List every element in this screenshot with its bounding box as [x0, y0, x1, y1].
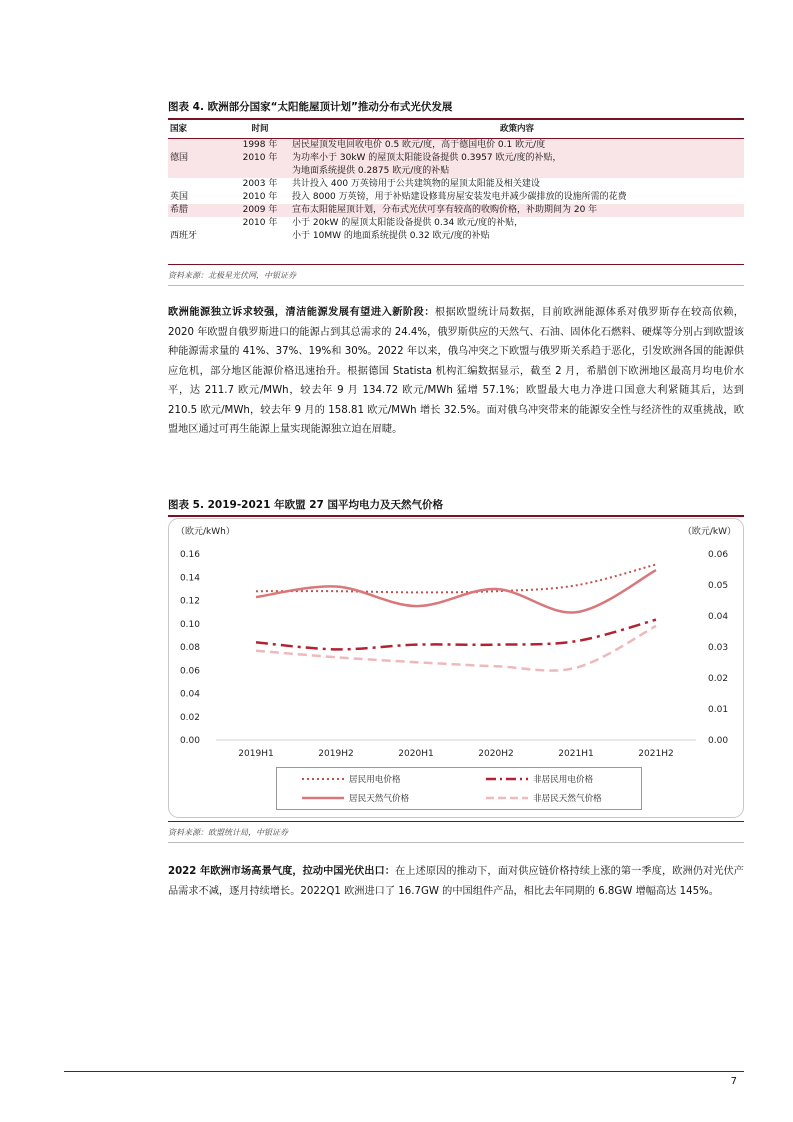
legend-swatch-dashed	[485, 795, 529, 801]
legend-swatch-dotted	[301, 776, 345, 782]
paragraph2-lead: 2022 年欧洲市场高景气度，拉动中国光伏出口：	[168, 866, 396, 877]
cell-year: 1998 年	[230, 139, 290, 153]
right-tick-label: 0.04	[708, 612, 729, 622]
cell-year: 2010 年	[242, 192, 278, 202]
cell-country	[168, 165, 230, 178]
col-header-country: 国家	[170, 124, 188, 134]
right-tick-label: 0.02	[708, 674, 729, 684]
cell-policy: 宣布太阳能屋顶计划，分布式光伏可享有较高的收购价格，补助期间为 20 年	[290, 204, 744, 217]
table-figure-title: 图表 4. 欧洲部分国家“太阳能屋顶计划”推动分布式光伏发展	[168, 101, 453, 113]
left-tick-label: 0.06	[179, 666, 200, 677]
cell-year: 2009 年	[230, 204, 290, 217]
cell-country	[168, 217, 230, 230]
legend-swatch-solid	[301, 795, 345, 801]
left-tick-label: 0.10	[179, 619, 200, 630]
right-tick-label: 0.05	[708, 581, 729, 591]
left-tick-label: 0.08	[179, 643, 200, 653]
left-tick-label: 0.14	[179, 573, 200, 584]
cell-country	[168, 139, 230, 153]
cell-policy: 小于 20kW 的屋顶太阳能设备提供 0.34 欧元/度的补贴，	[292, 218, 524, 228]
table-source: 资料来源：北极星光伏网，中银证券	[168, 271, 296, 280]
legend-label: 非居民用电价格	[533, 775, 594, 785]
legend-label: 非居民天然气价格	[533, 794, 602, 804]
left-tick-label: 0.02	[179, 712, 200, 723]
cell-year: 2010 年	[242, 218, 278, 228]
cell-policy: 为功率小于 30kW 的屋顶太阳能设备提供 0.3957 欧元/度的补贴，	[290, 152, 744, 165]
footer-rule	[64, 1071, 744, 1072]
left-tick-label: 0.12	[179, 596, 200, 607]
left-tick-label: 0.04	[179, 689, 200, 700]
cell-country	[168, 178, 230, 191]
col-header-policy: 政策内容	[499, 124, 534, 134]
cell-year	[230, 165, 290, 178]
series-nonresidential-electricity-line	[256, 620, 656, 650]
table-row	[168, 191, 744, 204]
cell-policy: 为地面系统提供 0.2875 欧元/度的补贴	[290, 165, 744, 178]
table-row	[168, 165, 744, 178]
paragraph2-body: 在上述原因的推动下，面对供应链价格持续上涨的第一季度，欧洲仍对光伏产品需求不减，逐月持续增长。2022Q1 欧洲进口了 16.7GW 的中国组件产品，相比去年同期的 6.8GW 增幅高达 145%。	[168, 866, 744, 897]
legend-label: 居民天然气价格	[349, 794, 410, 804]
cell-policy: 居民屋顶发电回收电价 0.5 欧元/度，高于德国电价 0.1 欧元/度	[290, 139, 744, 153]
chart-bottom-rule	[168, 821, 744, 822]
table-bottom-rule	[168, 264, 744, 265]
paragraph1-body: 根据欧盟统计局数据，目前欧洲能源体系对俄罗斯存在较高依赖，2020 年欧盟自俄罗斯进口的能源占到其总需求的 24.4%，俄罗斯供应的天然气、石油、固体化石燃料、硬煤等分别占到欧盟该种能源需求量的 41%、37%、19%和 30%。2022 年以来，俄乌冲突之下欧盟与俄罗斯关系趋于恶化，引发欧洲各国的能源供应危机，部分地区能源价格迅速抬升。根据德国 Statista 机构汇编数据显示，截至 2 月，希腊创下欧洲地区最高月均电价水平，达 211.7 欧元/MWh，较去年 9 月 134.72 欧元/MWh 猛增 57.1%；欧盟最大电力净进口国意大利紧随其后，达到 210.5 欧元/MWh，较去年 9 月的 158.81 欧元/MWh 增长 32.5%。面对俄乌冲突带来的能源安全性与经济性的双重挑战，欧盟地区通过可再生能源上量实现能源独立迫在眉睫。	[168, 307, 744, 435]
table-top-rule	[168, 118, 744, 120]
x-tick-label: 2021H1	[558, 749, 594, 759]
cell-country: 英国	[170, 192, 189, 202]
col-header-year: 时间	[251, 124, 269, 134]
table-source-rule	[168, 285, 744, 286]
cell-country: 德国	[168, 152, 230, 165]
x-tick-label: 2019H1	[238, 749, 274, 759]
table-row	[168, 217, 744, 230]
chart-source: 资料来源：欧盟统计局，中银证券	[168, 828, 288, 837]
right-tick-label: 0.00	[708, 736, 729, 746]
right-axis-unit: （欧元/kW）	[682, 527, 736, 537]
policy-table	[168, 122, 744, 243]
x-tick-label: 2019H2	[318, 749, 354, 759]
chart-source-rule	[168, 842, 744, 843]
x-tick-label: 2020H1	[398, 749, 434, 759]
legend-item-nonresidential-electricity	[485, 773, 593, 785]
paragraph-energy-independence	[168, 303, 744, 440]
cell-policy: 投入 8000 万英镑，用于补贴建设修葺房屋安装发电并减少碳排放的设施所需的花费	[292, 192, 627, 202]
right-tick-label: 0.06	[708, 550, 729, 560]
cell-year: 2010 年	[230, 152, 290, 165]
legend-item-residential-gas	[301, 792, 409, 804]
legend-swatch-dashdot	[485, 776, 529, 782]
cell-country: 希腊	[168, 204, 230, 217]
left-tick-label: 0.00	[179, 736, 200, 746]
x-tick-label: 2020H2	[478, 749, 514, 759]
legend-item-residential-electricity	[301, 773, 401, 785]
right-tick-label: 0.01	[708, 705, 729, 715]
table-row	[168, 204, 744, 217]
left-tick-label: 0.16	[179, 550, 200, 560]
legend-item-nonresidential-gas	[485, 792, 602, 804]
cell-policy: 小于 10MW 的地面系统提供 0.32 欧元/度的补贴	[292, 231, 490, 241]
table-row	[168, 230, 744, 243]
table-row	[168, 152, 744, 165]
paragraph1-lead: 欧洲能源独立诉求较强，清洁能源发展有望进入新阶段：	[168, 307, 435, 318]
table-row	[168, 139, 744, 153]
chart-figure-title: 图表 5. 2019-2021 年欧盟 27 国平均电力及天然气价格	[168, 499, 443, 511]
cell-country: 西班牙	[170, 231, 198, 241]
cell-year	[230, 230, 290, 243]
legend-label: 居民用电价格	[349, 775, 401, 785]
cell-policy: 共计投入 400 万英镑用于公共建筑物的屋顶太阳能及相关建设	[292, 179, 540, 189]
page-number: 7	[730, 1076, 737, 1087]
chart-legend	[276, 767, 642, 810]
right-tick-label: 0.03	[708, 643, 729, 653]
left-axis-unit: （欧元/kWh）	[176, 527, 235, 537]
table-row	[168, 178, 744, 191]
chart-top-rule	[168, 515, 744, 517]
paragraph-export-demand	[168, 862, 744, 901]
x-tick-label: 2021H2	[638, 749, 674, 759]
cell-year: 2003 年	[242, 179, 278, 189]
